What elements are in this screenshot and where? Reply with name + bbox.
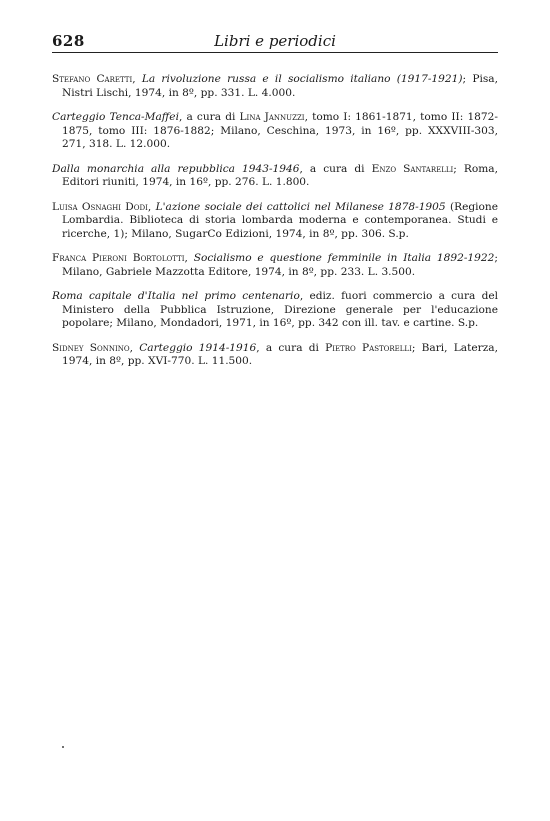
entry-details: , a cura di — [299, 162, 372, 175]
bibliography-entry — [52, 252, 498, 279]
entry-author: Luisa Osnaghi Dodi — [52, 200, 148, 213]
entry-editor: Pietro Pastorelli — [325, 341, 412, 354]
entry-author: Sidney Sonnino — [52, 341, 130, 354]
scan-speck — [62, 746, 64, 748]
entry-details: (Regione Lombardia. Biblioteca di storia lombarda moderna e contemporanea. Studi e ricerche, 1); Milano, SugarCo Edizioni, 1974, in 8º, pp. 306. S.p. — [62, 200, 498, 240]
running-head: Libri e periodici — [214, 32, 336, 50]
entry-title: Roma capitale d'Italia nel primo centenario — [52, 290, 300, 302]
bibliography-entry — [52, 342, 498, 369]
entry-author: Stefano Caretti — [52, 73, 133, 85]
bibliography-entry — [52, 73, 498, 100]
entry-separator: , — [132, 73, 142, 85]
entry-details: ; Roma, Editori riuniti, 1974, in 16º, pp. 276. L. 1.800. — [62, 162, 498, 188]
entry-title: Carteggio Tenca-Maffei — [52, 111, 179, 123]
entry-title: L'azione sociale dei cattolici nel Milanese 1878-1905 — [155, 200, 446, 213]
bibliography-entry — [52, 201, 498, 242]
entry-details: , a cura di — [178, 111, 240, 123]
bibliography-entry — [52, 163, 498, 190]
entry-title: La rivoluzione russa e il socialismo italiano (1917-1921) — [141, 73, 463, 85]
entry-title: Carteggio 1914-1916 — [139, 341, 257, 354]
entry-editor: Lina Jannuzzi — [239, 111, 305, 123]
entry-title: Socialismo e questione femminile in Italia 1892-1922 — [193, 252, 495, 264]
entry-separator: , — [184, 252, 194, 264]
bibliography-entry — [52, 111, 498, 152]
entry-editor: Enzo Santarelli — [371, 162, 454, 175]
entry-title: Dalla monarchia alla repubblica 1943-1946 — [52, 162, 300, 175]
page-number: 628 — [52, 32, 85, 50]
entry-separator: , — [129, 341, 140, 354]
bibliography-list — [52, 73, 498, 380]
entry-details: ; Pisa, Nistri Lischi, 1974, in 8º, pp. 331. L. 4.000. — [62, 73, 498, 99]
entry-separator: , — [147, 200, 156, 213]
entry-details: ; Bari, Laterza, 1974, in 8º, pp. XVI-770. L. 11.500. — [62, 341, 498, 367]
entry-details: , tomo I: 1861-1871, tomo II: 1872-1875, tomo III: 1876-1882; Milano, Ceschina, 1973, in 16º, pp. XXXVIII-303, 271, 318. L. 12.000. — [62, 111, 498, 150]
entry-details: , ediz. fuori commercio a cura del Ministero della Pubblica Istruzione, Direzione generale per l'educazione popolare; Milano, Mondadori, 1971, in 16º, pp. 342 con ill. tav. e cartine. S.p. — [62, 290, 499, 329]
bibliography-entry — [52, 290, 498, 331]
entry-author: Franca Pieroni Bortolotti — [52, 252, 185, 264]
entry-details: , a cura di — [256, 341, 326, 354]
page-header — [52, 30, 498, 53]
entry-details: ; Milano, Gabriele Mazzotta Editore, 1974, in 8º, pp. 233. L. 3.500. — [62, 252, 498, 278]
